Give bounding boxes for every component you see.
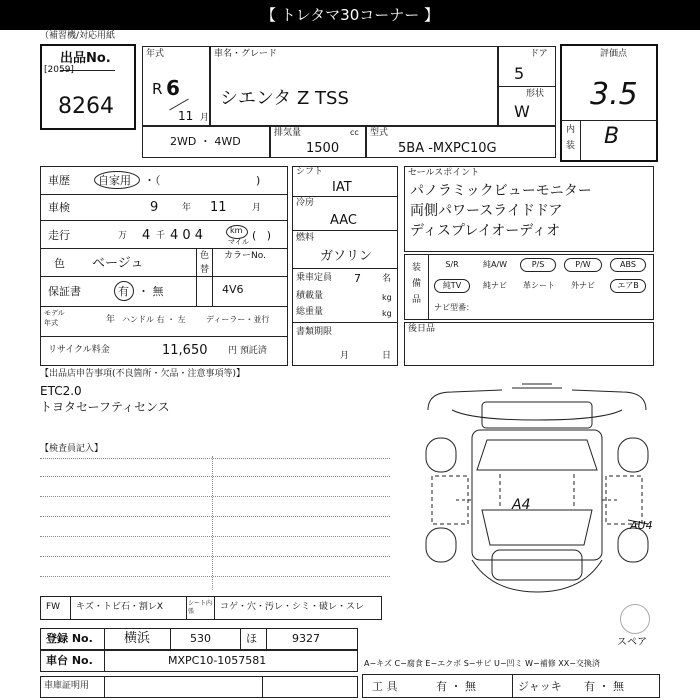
cert-divider [104, 676, 105, 698]
mileage-rest: 4 0 4 [170, 228, 204, 243]
colorno-label: カラーNo. [224, 251, 266, 261]
year-value: 6 [166, 76, 180, 100]
navi-label: ナビ型番： [434, 303, 474, 312]
warranty-no: ・ 無 [138, 285, 164, 298]
jack-value: 有 ・ 無 [584, 680, 624, 693]
deadline-label: 書類期限 [296, 327, 333, 337]
interior-label-1: 内 [566, 125, 576, 135]
registration-number: 9327 [292, 632, 320, 645]
row-line [40, 306, 288, 307]
damage-legend: A−キズ C−腐食 E−エクボ S−サビ U−凹ミ W−補修 XX−交換済 [364, 659, 600, 668]
color-label: 色 [54, 257, 65, 270]
sales-line: ディスプレイオーディオ [410, 223, 561, 239]
damage-right: AU4 [630, 519, 653, 532]
interior-label-2: 装 [566, 141, 576, 151]
seller-note-line: トヨタセーフティセンス [40, 400, 170, 414]
cooler-label: 冷房 [296, 198, 315, 208]
load-unit: kg [382, 293, 392, 302]
fw-text: キズ・トビ石・割レX [76, 602, 163, 612]
after-label: 後日品 [408, 324, 436, 334]
score-inner-line [580, 120, 581, 160]
inspector-line [40, 476, 390, 477]
chassis-label: 車台 No. [46, 654, 93, 667]
lot-label: 出品No. [60, 51, 111, 66]
equipment-label: 品 [412, 295, 422, 305]
color-change-1: 色 [200, 251, 210, 261]
fw-label: FW [46, 602, 61, 612]
fw-divider [214, 596, 215, 620]
certificate-label: 車庫証明用 [44, 681, 90, 691]
recycle-unit: 円 預託済 [228, 346, 267, 356]
warranty-yes: 有 [118, 285, 129, 298]
shape-value: W [514, 102, 530, 121]
row-line [40, 194, 288, 195]
spare-label: スペア [617, 637, 647, 648]
mileage-sen: 千 [156, 231, 166, 241]
weight-unit: kg [382, 309, 392, 318]
steering-text: ハンドル 右 ・ 左 [122, 315, 186, 324]
capacity-value: 7 [354, 272, 361, 285]
cert-divider [262, 676, 263, 698]
drive-value: 2WD ・ 4WD [170, 135, 241, 148]
row-line [40, 276, 288, 277]
registration-place: 横浜 [124, 631, 151, 646]
shift-label: シフト [296, 167, 324, 177]
equip-extnavi: 外ナビ [571, 281, 595, 290]
color-value: ベージュ [92, 256, 144, 271]
door-label: ドア [530, 49, 548, 59]
inspection-label: 車検 [48, 201, 70, 214]
tools-divider [512, 674, 513, 698]
registration-class: 530 [190, 632, 211, 645]
equip-abs: ABS [610, 258, 646, 272]
color-divider [196, 248, 197, 306]
deadline-day: 日 [382, 351, 392, 361]
shape-label: 形状 [526, 89, 545, 99]
car-diagram [412, 380, 662, 610]
capacity-unit: 名 [382, 274, 392, 284]
fw-divider [186, 596, 187, 620]
recycle-label: リサイクル料金 [48, 345, 110, 355]
registration-kana: ほ [246, 632, 257, 645]
weight-label: 総重量 [296, 307, 324, 317]
inspector-line [40, 576, 390, 577]
mileage-label: 走行 [48, 229, 70, 242]
jack-label: ジャッキ [518, 680, 562, 693]
equip-aw: 純A/W [482, 260, 508, 269]
history-label: 車歴 [48, 174, 70, 187]
fuel-label: 燃料 [296, 233, 315, 243]
mileage-mile: マイル [228, 238, 249, 246]
month-value: 11 [178, 109, 194, 123]
row-line [292, 322, 398, 323]
cooler-value: AAC [330, 213, 357, 228]
displacement-value: 1500 [306, 141, 340, 156]
inspector-divider [212, 456, 213, 590]
displacement-unit: cc [350, 128, 359, 137]
dealer-text: ディーラー・並行 [206, 315, 270, 324]
color-divider-2 [212, 248, 213, 306]
equip-leather: 革シート [523, 281, 555, 290]
month-unit: 月 [200, 113, 210, 123]
color-change-2: 替 [200, 265, 210, 275]
row-line [292, 268, 398, 269]
sheet-label: シート内張 [188, 600, 213, 615]
colorno-value: 4V6 [222, 283, 244, 296]
reg-divider [240, 628, 241, 650]
banner-title: 【 トレタマ30コーナー 】 [260, 6, 440, 24]
spare-icon [620, 604, 650, 634]
seller-notes-label: 【出品店申告事項(不良箇所・欠品・注意事項等)】 [40, 369, 246, 379]
inspection-month-unit: 月 [252, 203, 262, 213]
inspector-line [40, 536, 390, 537]
fuel-value: ガソリン [320, 249, 373, 264]
row-line [40, 336, 288, 337]
capacity-label: 乗車定員 [296, 273, 333, 283]
door-value: 5 [514, 64, 525, 83]
inspection-month: 11 [210, 200, 227, 215]
load-label: 積載量 [296, 291, 324, 301]
carname-label: 車名・グレード [214, 49, 278, 59]
seller-note-line: ETC2.0 [40, 384, 82, 398]
mileage-km: km [230, 226, 243, 235]
inspector-label: 【検査員記入】 [40, 444, 104, 454]
shift-value: IAT [332, 180, 352, 195]
sales-line: 両側パワースライドドア [410, 203, 563, 219]
modelyear-label-2: 年式 [44, 319, 58, 327]
score-label: 評価点 [600, 49, 628, 59]
equip-sr: S/R [445, 260, 459, 269]
equip-pw: P/W [564, 258, 602, 272]
registration-label: 登録 No. [46, 632, 93, 645]
inspector-line [40, 556, 390, 557]
tools-label: 工 具 [372, 680, 398, 693]
year-label: 年式 [146, 49, 165, 59]
fw-divider [70, 596, 71, 620]
score-divider [562, 120, 657, 121]
row-line [292, 196, 398, 197]
displacement-label: 排気量 [274, 128, 302, 138]
row-line [292, 230, 398, 231]
inspection-year: 9 [150, 200, 159, 215]
equip-navi: 純ナビ [483, 281, 507, 290]
model-label: 型式 [370, 128, 389, 138]
lot-stamp: [2059] [44, 65, 74, 75]
tools-value: 有 ・ 無 [436, 680, 476, 693]
mileage-man: 万 [118, 231, 128, 241]
row-line [40, 248, 288, 249]
sheet-text: コゲ・穴・汚レ・シミ・破レ・スレ [220, 602, 365, 612]
mileage-paren: ( ) [252, 229, 272, 242]
modelyear-unit: 年 [106, 315, 116, 325]
year-era: R [152, 80, 163, 98]
interior-value: B [604, 124, 620, 149]
score-value: 3.5 [590, 77, 638, 112]
warranty-label: 保証書 [48, 285, 81, 298]
inspector-line [40, 458, 390, 459]
door-divider [498, 86, 556, 87]
inspection-year-unit: 年 [182, 203, 192, 213]
after-box [404, 322, 654, 366]
reg-divider [170, 628, 171, 650]
damage-center: A4 [512, 497, 531, 513]
model-value: 5BA -MXPC10G [398, 141, 497, 156]
equip-airbag: エアB [610, 279, 646, 293]
mileage-digit1: 4 [142, 228, 151, 243]
equipment-label: 備 [412, 279, 422, 289]
equip-ps: P/S [520, 258, 556, 272]
recycle-value: 11,650 [162, 343, 208, 358]
history-close: ) [256, 174, 261, 187]
row-line [40, 220, 288, 221]
modelyear-label-1: モデル [44, 309, 65, 317]
chassis-value: MXPC10-1057581 [168, 654, 267, 667]
carname-value: シエンタ Z TSS [220, 88, 349, 109]
header-note: （補習機/対応用紙 [40, 31, 116, 41]
sales-label: セールスポイント [408, 168, 480, 178]
inspector-line [40, 516, 390, 517]
equipment-divider [428, 254, 429, 320]
equip-tv: 純TV [434, 279, 470, 293]
sales-line: パノラミックビューモニター [410, 183, 592, 199]
history-rest: ・（ [144, 174, 161, 187]
history-value: 自家用 [98, 174, 131, 187]
deadline-month: 月 [340, 351, 350, 361]
reg-divider [266, 628, 267, 650]
equipment-label: 装 [412, 263, 422, 273]
inspector-line [40, 496, 390, 497]
lot-number: 8264 [58, 94, 114, 119]
